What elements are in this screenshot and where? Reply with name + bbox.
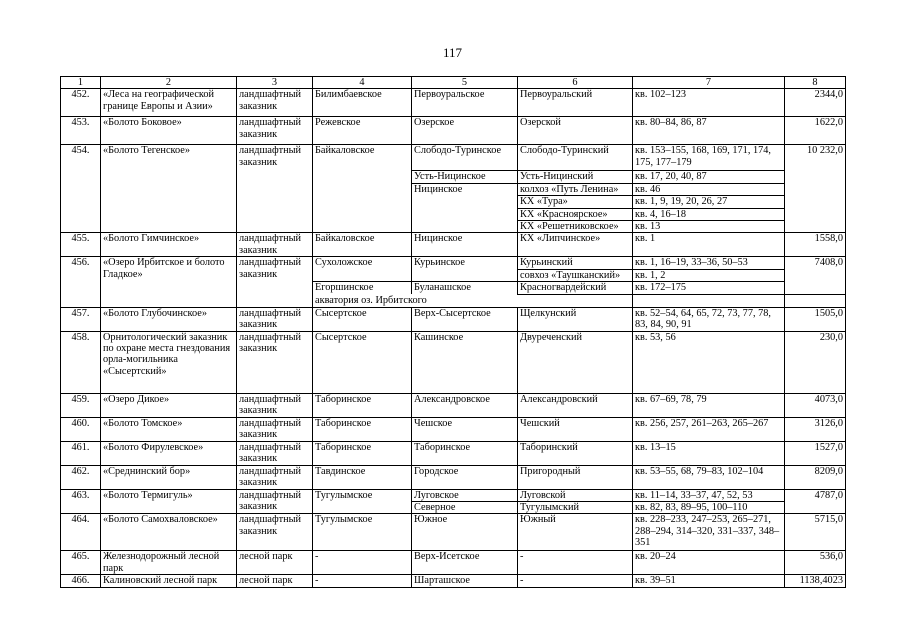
quarters: кв. 39–51 bbox=[633, 575, 785, 587]
area-category: ландшафтный заказник bbox=[237, 257, 313, 294]
area-hectares: 8209,0 bbox=[785, 465, 846, 489]
area-name: «Среднинский бор» bbox=[101, 465, 237, 489]
forestry: Ницинское bbox=[412, 183, 518, 233]
subforestry: Тугулымский bbox=[518, 502, 633, 514]
forestry: Усть-Ницинское bbox=[412, 171, 518, 183]
district-forestry: Тавдинское bbox=[313, 465, 412, 489]
row-number: 464. bbox=[61, 514, 101, 551]
forestry: Верх-Исетское bbox=[412, 551, 518, 575]
area-name: «Леса на географической границе Европы и Азии» bbox=[101, 89, 237, 117]
district-forestry: Егоршинское bbox=[313, 282, 412, 294]
table-row bbox=[61, 145, 846, 171]
empty-cell bbox=[633, 294, 785, 307]
area-name: Железнодорожный лесной парк bbox=[101, 551, 237, 575]
col-header-4: 4 bbox=[313, 77, 412, 89]
table-row bbox=[61, 89, 846, 117]
subforestry: Красногвардейский bbox=[518, 282, 633, 294]
area-hectares: 230,0 bbox=[785, 331, 846, 393]
area-category: ландшафтный заказник bbox=[237, 489, 313, 514]
quarters: кв. 228–233, 247–253, 265–271, 288–294, 314–320, 331–337, 348–351 bbox=[633, 514, 785, 551]
subforestry: КХ «Липчинское» bbox=[518, 233, 633, 257]
area-category: ландшафтный заказник bbox=[237, 89, 313, 117]
subforestry: Двуреченский bbox=[518, 331, 633, 393]
subforestry: КХ «Красноярское» bbox=[518, 208, 633, 220]
col-header-8: 8 bbox=[785, 77, 846, 89]
row-number: 465. bbox=[61, 551, 101, 575]
subforestry: Александровский bbox=[518, 393, 633, 417]
subforestry: Щелкунский bbox=[518, 307, 633, 331]
row-number: 462. bbox=[61, 465, 101, 489]
col-header-5: 5 bbox=[412, 77, 518, 89]
area-category: ландшафтный заказник bbox=[237, 117, 313, 145]
table-row bbox=[61, 417, 846, 441]
forestry: Ницинское bbox=[412, 233, 518, 257]
forestry: Шарташское bbox=[412, 575, 518, 587]
row-number: 460. bbox=[61, 417, 101, 441]
subforestry: КХ «Тура» bbox=[518, 196, 633, 208]
subforestry: Усть-Ницинский bbox=[518, 171, 633, 183]
quarters: кв. 53, 56 bbox=[633, 331, 785, 393]
quarters: кв. 256, 257, 261–263, 265–267 bbox=[633, 417, 785, 441]
area-hectares: 1622,0 bbox=[785, 117, 846, 145]
forestry: Северное bbox=[412, 502, 518, 514]
forestry: Слободо-Туринское bbox=[412, 145, 518, 171]
table-row bbox=[61, 257, 846, 269]
row-number: 457. bbox=[61, 307, 101, 331]
row-number: 459. bbox=[61, 393, 101, 417]
forestry: Курьинское bbox=[412, 257, 518, 282]
subforestry: Курьинский bbox=[518, 257, 633, 269]
row-number: 455. bbox=[61, 233, 101, 257]
water-area: акватория оз. Ирбитского bbox=[313, 294, 633, 307]
area-hectares: 4073,0 bbox=[785, 393, 846, 417]
quarters: кв. 53–55, 68, 79–83, 102–104 bbox=[633, 465, 785, 489]
subforestry: Первоуральский bbox=[518, 89, 633, 117]
area-hectares: 7408,0 bbox=[785, 257, 846, 294]
row-number: 454. bbox=[61, 145, 101, 233]
table-row bbox=[61, 551, 846, 575]
table-row bbox=[61, 117, 846, 145]
forestry: Верх-Сысертское bbox=[412, 307, 518, 331]
subforestry: колхоз «Путь Ленина» bbox=[518, 183, 633, 195]
area-name: «Болото Термигуль» bbox=[101, 489, 237, 514]
subforestry: КХ «Решетниковское» bbox=[518, 221, 633, 233]
area-name: «Озеро Ирбитское и болото Гладкое» bbox=[101, 257, 237, 307]
quarters: кв. 11–14, 33–37, 47, 52, 53 bbox=[633, 489, 785, 501]
row-number: 452. bbox=[61, 89, 101, 117]
table-row bbox=[61, 441, 846, 465]
forestry: Озерское bbox=[412, 117, 518, 145]
quarters: кв. 80–84, 86, 87 bbox=[633, 117, 785, 145]
area-name: Орнитологический заказник по охране места гнездования орла-могильника «Сысертский» bbox=[101, 331, 237, 393]
area-hectares: 5715,0 bbox=[785, 514, 846, 551]
col-header-3: 3 bbox=[237, 77, 313, 89]
quarters: кв. 1, 16–19, 33–36, 50–53 bbox=[633, 257, 785, 269]
area-hectares: 1558,0 bbox=[785, 233, 846, 257]
empty-cell bbox=[785, 294, 846, 307]
area-hectares: 4787,0 bbox=[785, 489, 846, 514]
column-number-row bbox=[61, 77, 846, 89]
quarters: кв. 1 bbox=[633, 233, 785, 257]
quarters: кв. 82, 83, 89–95, 100–110 bbox=[633, 502, 785, 514]
quarters: кв. 13 bbox=[633, 221, 785, 233]
page-number: 117 bbox=[442, 45, 463, 60]
table-row bbox=[61, 514, 846, 551]
quarters: кв. 153–155, 168, 169, 171, 174, 175, 177–179 bbox=[633, 145, 785, 171]
forestry: Александровское bbox=[412, 393, 518, 417]
table-row bbox=[61, 465, 846, 489]
row-number: 458. bbox=[61, 331, 101, 393]
subforestry: Таборинский bbox=[518, 441, 633, 465]
forestry: Таборинское bbox=[412, 441, 518, 465]
area-name: «Болото Глубочинское» bbox=[101, 307, 237, 331]
subforestry: Пригородный bbox=[518, 465, 633, 489]
area-category: ландшафтный заказник bbox=[237, 331, 313, 393]
district-forestry: Байкаловское bbox=[313, 145, 412, 233]
table-row bbox=[61, 575, 846, 587]
area-hectares: 3126,0 bbox=[785, 417, 846, 441]
col-header-1: 1 bbox=[61, 77, 101, 89]
quarters: кв. 4, 16–18 bbox=[633, 208, 785, 220]
district-forestry: Таборинское bbox=[313, 441, 412, 465]
area-category: ландшафтный заказник bbox=[237, 417, 313, 441]
row-number: 453. bbox=[61, 117, 101, 145]
district-forestry: Режевское bbox=[313, 117, 412, 145]
area-hectares: 2344,0 bbox=[785, 89, 846, 117]
table-row bbox=[61, 489, 846, 501]
empty-cell bbox=[237, 294, 313, 307]
quarters: кв. 46 bbox=[633, 183, 785, 195]
area-name: «Болото Самохваловское» bbox=[101, 514, 237, 551]
district-forestry: Таборинское bbox=[313, 393, 412, 417]
col-header-7: 7 bbox=[633, 77, 785, 89]
row-number: 456. bbox=[61, 257, 101, 307]
area-category: ландшафтный заказник bbox=[237, 393, 313, 417]
row-number: 461. bbox=[61, 441, 101, 465]
subforestry: - bbox=[518, 575, 633, 587]
quarters: кв. 172–175 bbox=[633, 282, 785, 294]
area-name: «Болото Боковое» bbox=[101, 117, 237, 145]
area-hectares: 1505,0 bbox=[785, 307, 846, 331]
col-header-6: 6 bbox=[518, 77, 633, 89]
area-name: Калиновский лесной парк bbox=[101, 575, 237, 587]
area-hectares: 10 232,0 bbox=[785, 145, 846, 233]
area-category: ландшафтный заказник bbox=[237, 233, 313, 257]
area-hectares: 536,0 bbox=[785, 551, 846, 575]
subforestry: Луговской bbox=[518, 489, 633, 501]
subforestry: Озерской bbox=[518, 117, 633, 145]
quarters: кв. 52–54, 64, 65, 72, 73, 77, 78, 83, 84, 90, 91 bbox=[633, 307, 785, 331]
area-name: «Озеро Дикое» bbox=[101, 393, 237, 417]
forestry: Кашинское bbox=[412, 331, 518, 393]
district-forestry: Тугулымское bbox=[313, 489, 412, 514]
quarters: кв. 102–123 bbox=[633, 89, 785, 117]
subforestry: Слободо-Туринский bbox=[518, 145, 633, 171]
quarters: кв. 1, 9, 19, 20, 26, 27 bbox=[633, 196, 785, 208]
district-forestry: Сухоложское bbox=[313, 257, 412, 282]
area-category: ландшафтный заказник bbox=[237, 514, 313, 551]
row-number: 466. bbox=[61, 575, 101, 587]
district-forestry: Таборинское bbox=[313, 417, 412, 441]
area-hectares: 1527,0 bbox=[785, 441, 846, 465]
forestry: Луговское bbox=[412, 489, 518, 501]
district-forestry: - bbox=[313, 575, 412, 587]
quarters: кв. 17, 20, 40, 87 bbox=[633, 171, 785, 183]
table-row bbox=[61, 307, 846, 331]
area-category: ландшафтный заказник bbox=[237, 307, 313, 331]
district-forestry: Сысертское bbox=[313, 307, 412, 331]
district-forestry: - bbox=[313, 551, 412, 575]
area-hectares: 1138,4023 bbox=[785, 575, 846, 587]
forestry: Буланашское bbox=[412, 282, 518, 294]
area-name: «Болото Гимчинское» bbox=[101, 233, 237, 257]
district-forestry: Байкаловское bbox=[313, 233, 412, 257]
area-name: «Болото Тегенское» bbox=[101, 145, 237, 233]
protected-areas-table bbox=[60, 76, 846, 588]
forestry: Городское bbox=[412, 465, 518, 489]
quarters: кв. 1, 2 bbox=[633, 269, 785, 281]
table-row bbox=[61, 393, 846, 417]
subforestry: Чешский bbox=[518, 417, 633, 441]
table-row bbox=[61, 331, 846, 393]
area-category: ландшафтный заказник bbox=[237, 441, 313, 465]
subforestry: совхоз «Таушканский» bbox=[518, 269, 633, 281]
area-category: ландшафтный заказник bbox=[237, 145, 313, 233]
quarters: кв. 20–24 bbox=[633, 551, 785, 575]
row-number: 463. bbox=[61, 489, 101, 514]
district-forestry: Билимбаевское bbox=[313, 89, 412, 117]
forestry: Южное bbox=[412, 514, 518, 551]
district-forestry: Сысертское bbox=[313, 331, 412, 393]
area-name: «Болото Томское» bbox=[101, 417, 237, 441]
quarters: кв. 67–69, 78, 79 bbox=[633, 393, 785, 417]
forestry: Чешское bbox=[412, 417, 518, 441]
district-forestry: Тугулымское bbox=[313, 514, 412, 551]
area-category: ландшафтный заказник bbox=[237, 465, 313, 489]
quarters: кв. 13–15 bbox=[633, 441, 785, 465]
table-row bbox=[61, 233, 846, 257]
subforestry: - bbox=[518, 551, 633, 575]
area-category: лесной парк bbox=[237, 575, 313, 587]
col-header-2: 2 bbox=[101, 77, 237, 89]
forestry: Первоуральское bbox=[412, 89, 518, 117]
subforestry: Южный bbox=[518, 514, 633, 551]
area-category: лесной парк bbox=[237, 551, 313, 575]
area-name: «Болото Фирулевское» bbox=[101, 441, 237, 465]
